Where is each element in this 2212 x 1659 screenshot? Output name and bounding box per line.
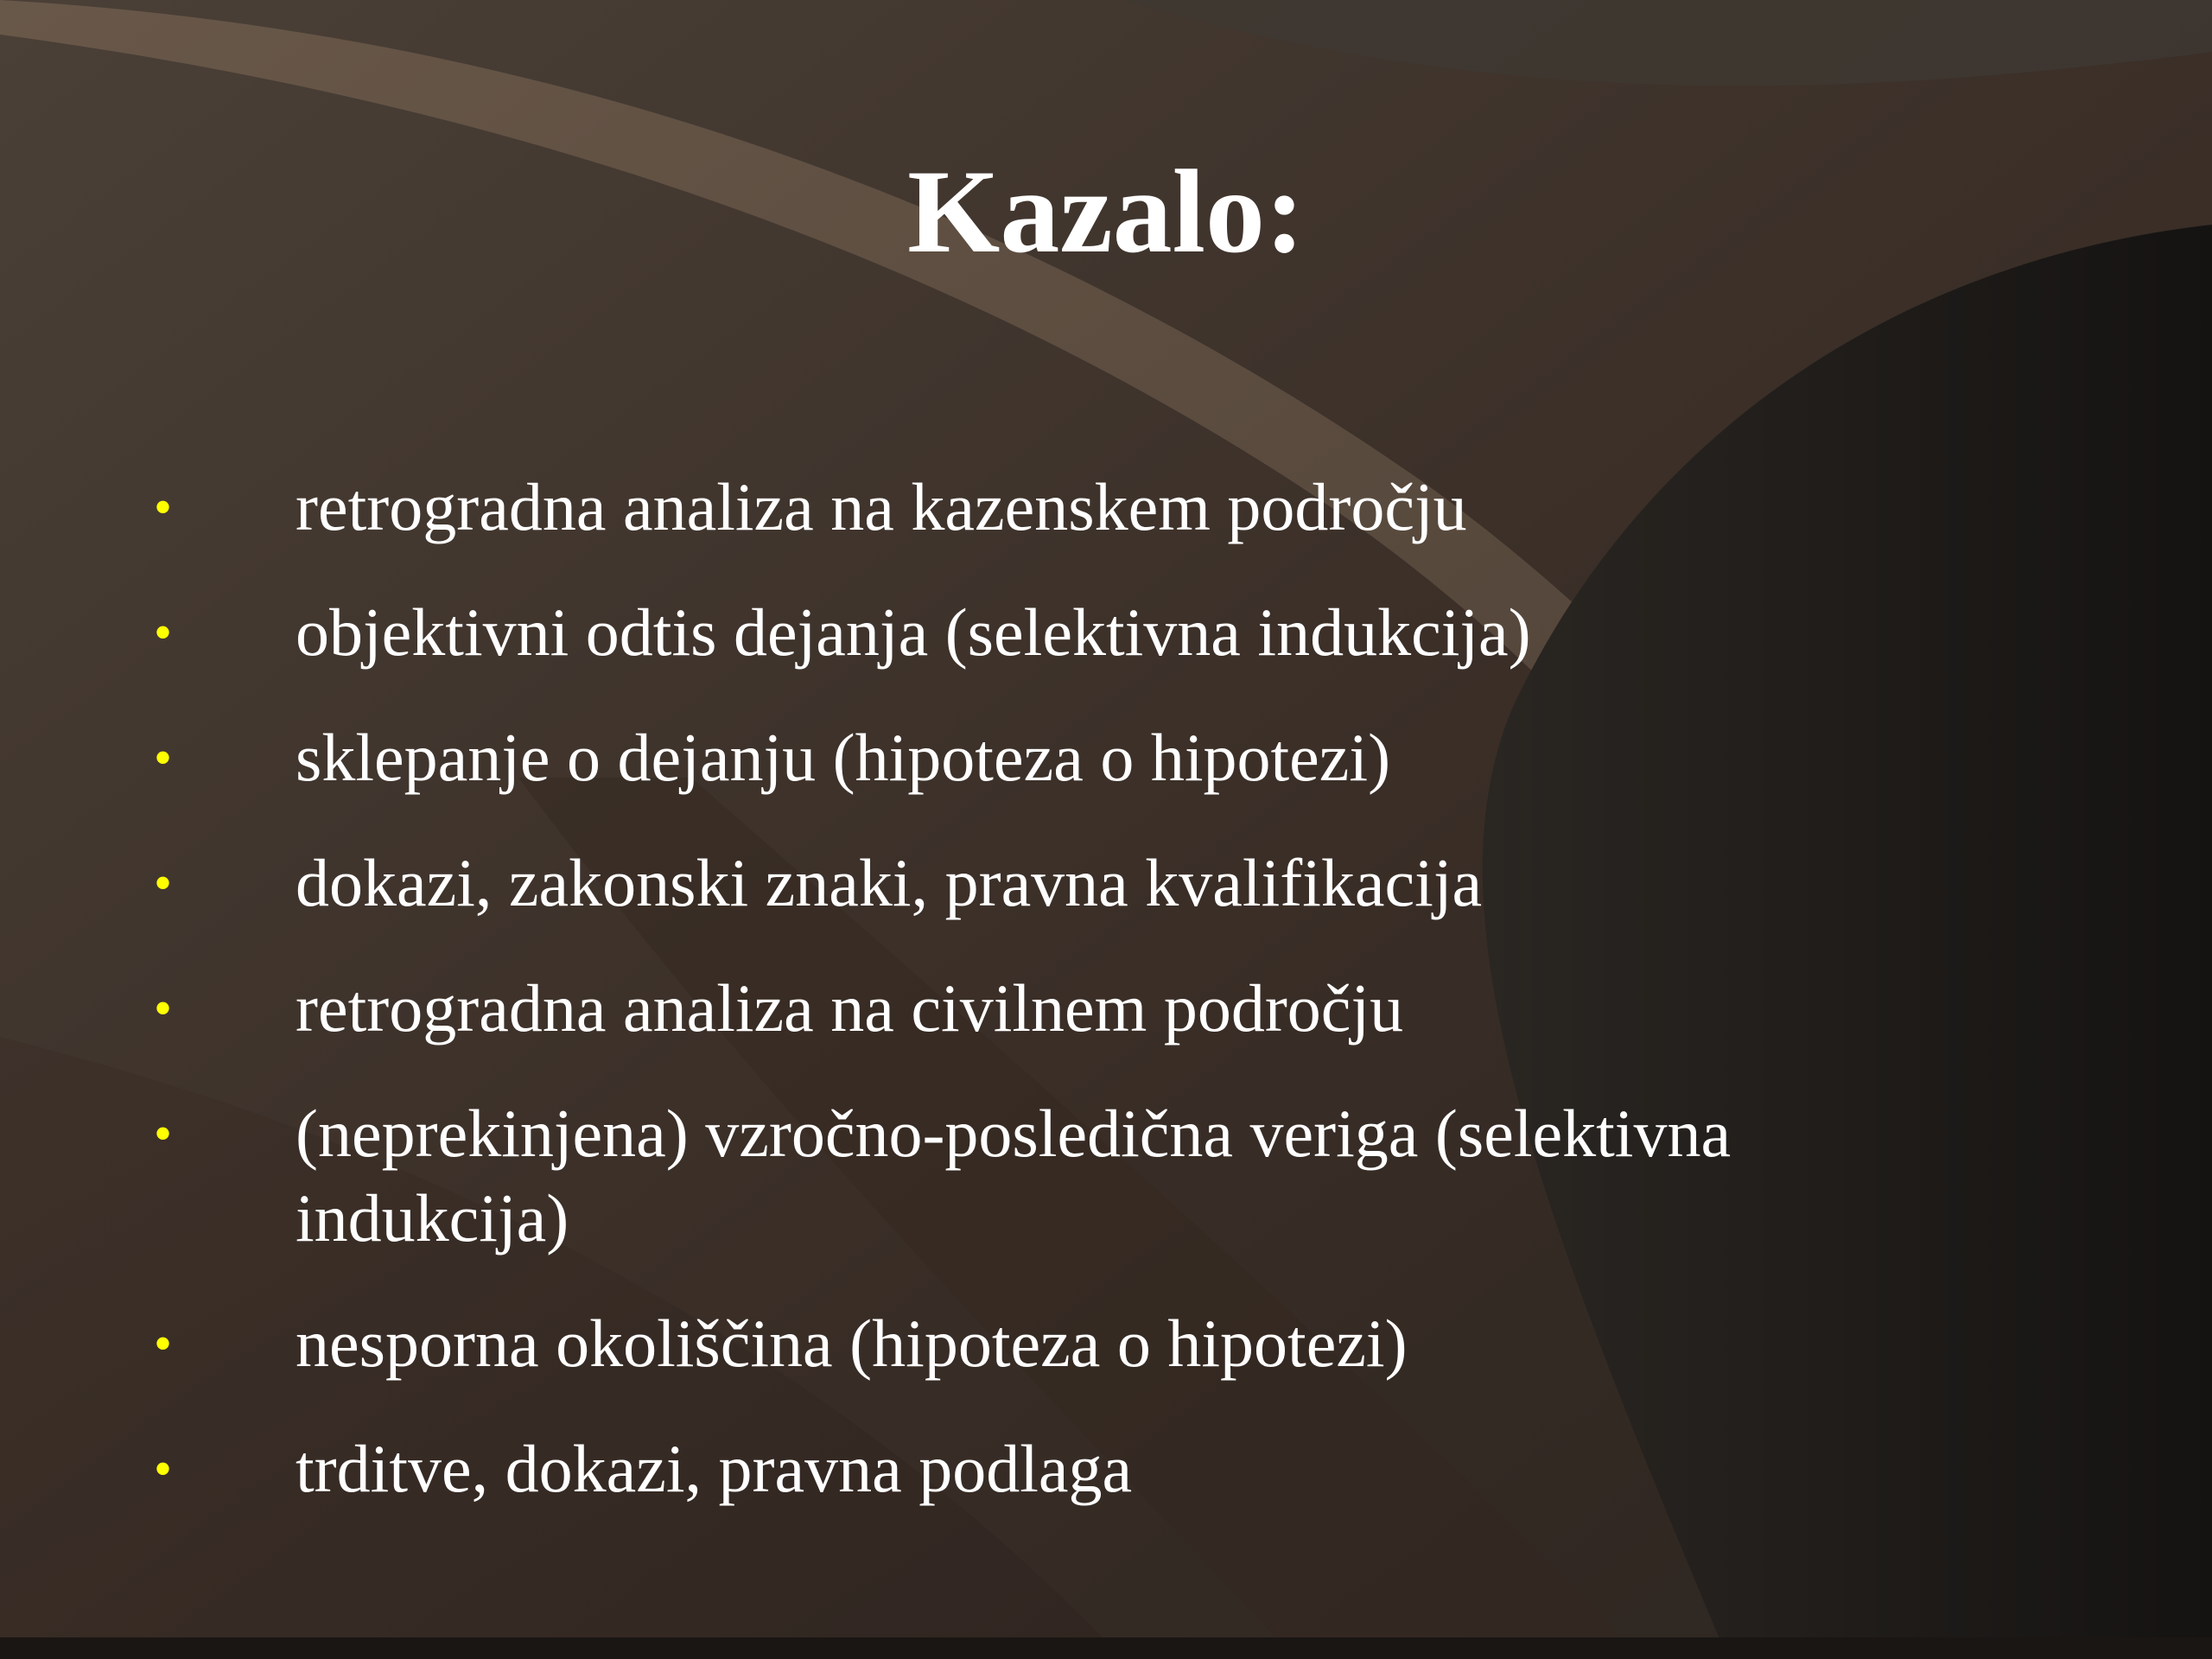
bullet-icon: • (154, 855, 173, 912)
list-item-text: sklepanje o dejanju (hipoteza o hipotezi) (296, 720, 1391, 795)
list-item-text: nesporna okoliščina (hipoteza o hipotezi) (296, 1306, 1408, 1381)
slide-title: Kazalo: (907, 145, 1305, 277)
list-item-text: retrogradna analiza na kazenskem področju (296, 469, 1467, 544)
list-item (154, 1301, 1968, 1386)
list-item (154, 465, 1968, 550)
bullet-icon: • (154, 604, 173, 661)
list-item-text: retrogradna analiza na civilnem področju (296, 970, 1404, 1046)
list-item (154, 590, 1968, 675)
bullet-icon: • (154, 1315, 173, 1372)
bullet-list (154, 465, 1968, 1552)
bullet-icon: • (154, 729, 173, 786)
bullet-icon: • (154, 479, 173, 536)
bullet-icon: • (154, 1105, 173, 1162)
list-item (154, 966, 1968, 1051)
list-item (154, 1091, 1968, 1261)
list-item-text: objektivni odtis dejanja (selektivna indukcija) (296, 594, 1531, 670)
bullet-icon: • (154, 980, 173, 1037)
list-item-text: (neprekinjena) vzročno-posledična veriga (selektivna indukcija) (296, 1096, 1732, 1255)
list-item (154, 1427, 1968, 1511)
list-item (154, 715, 1968, 800)
list-item-text: dokazi, zakonski znaki, pravna kvalifikacija (296, 845, 1483, 920)
list-item-text: trditve, dokazi, pravna podlaga (296, 1431, 1133, 1506)
bullet-icon: • (154, 1440, 173, 1497)
list-item (154, 841, 1968, 925)
